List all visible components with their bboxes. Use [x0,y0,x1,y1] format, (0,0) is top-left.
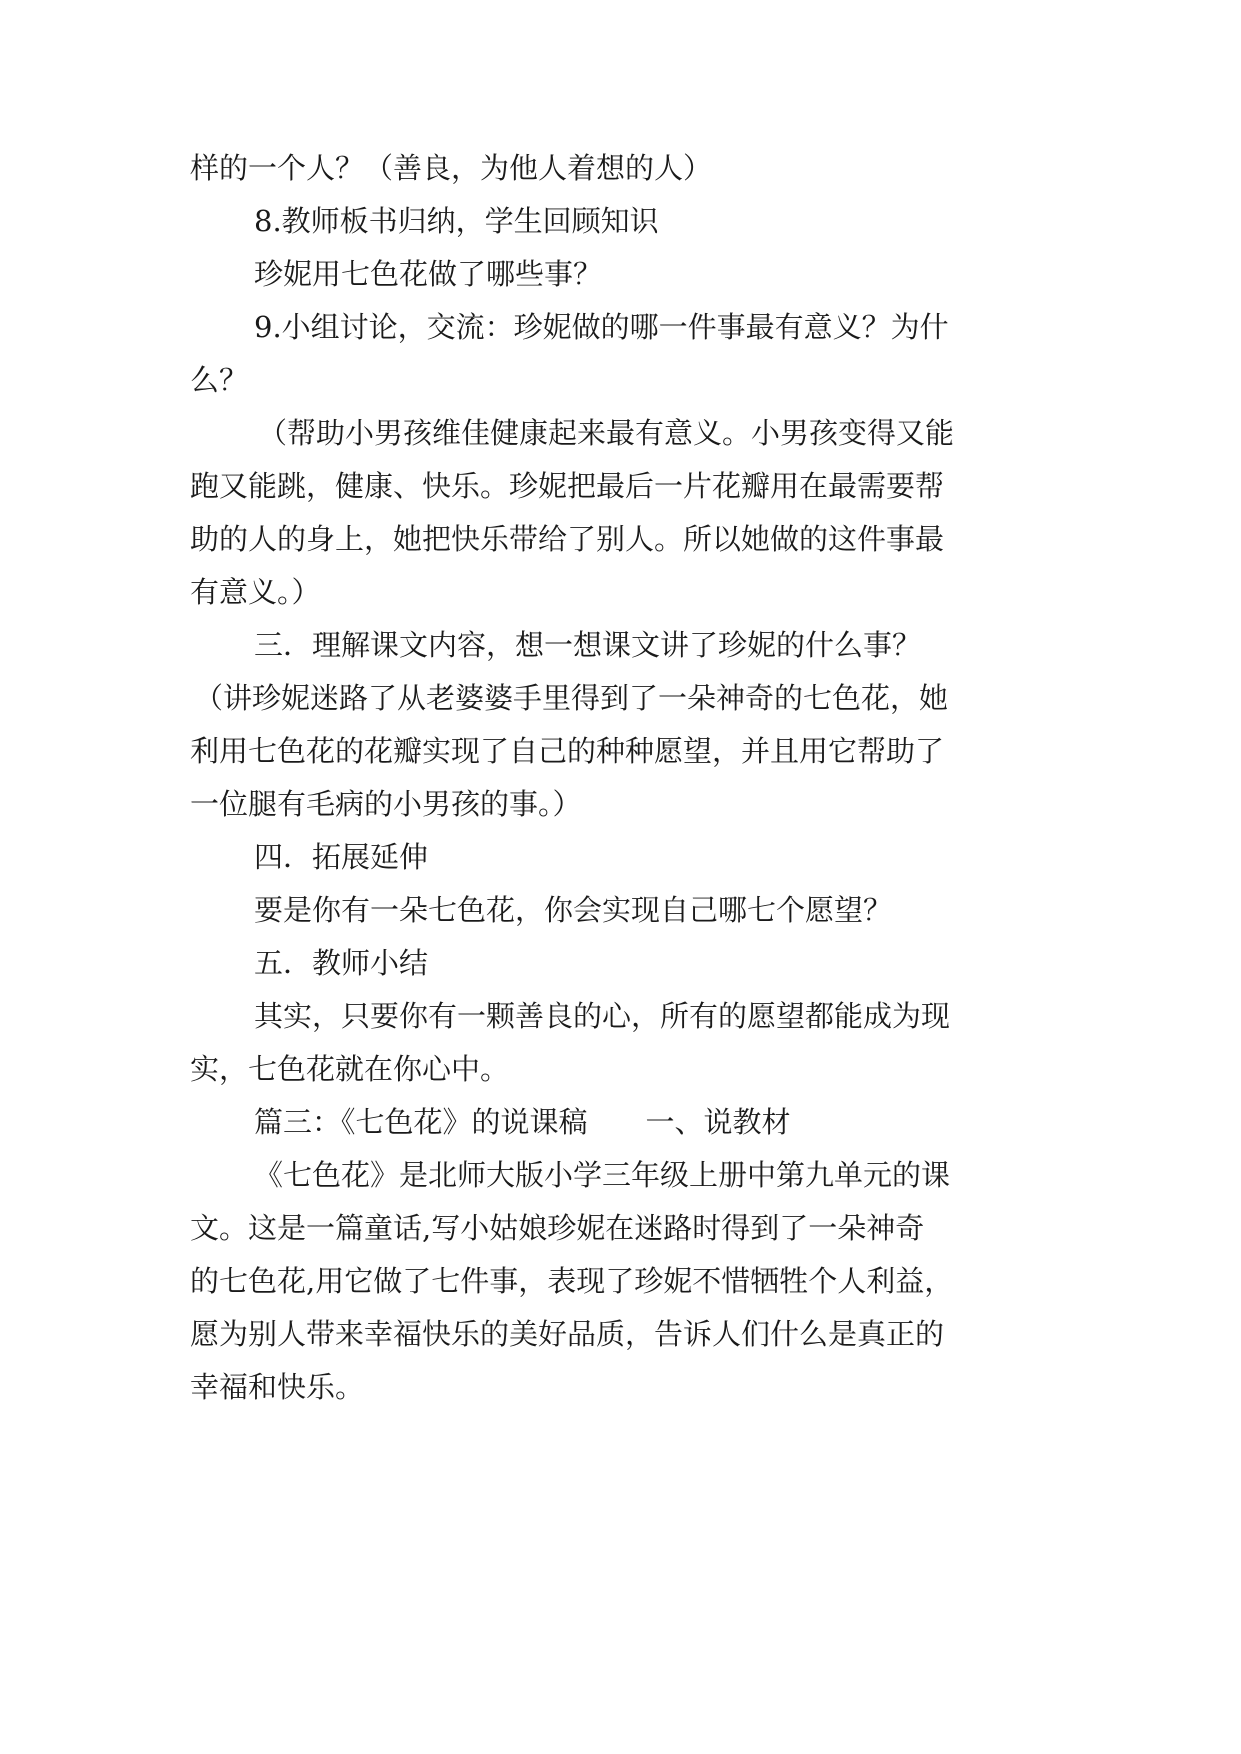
text-line: 的七色花,用它做了七件事，表现了珍妮不惜牺牲个人利益， [190,1264,954,1298]
text-line: 文。这是一篇童话,写小姑娘珍妮在迷路时得到了一朵神奇 [190,1211,925,1245]
text-line: 愿为别人带来幸福快乐的美好品质，告诉人们什么是真正的 [190,1317,945,1351]
text-line: 篇三：《七色花》的说课稿 一、说教材 [254,1105,791,1139]
text-line: 珍妮用七色花做了哪些事？ [254,257,603,291]
text-line: 《七色花》是北师大版小学三年级上册中第九单元的课 [254,1158,951,1192]
text-line: 跑又能跳，健康、快乐。珍妮把最后一片花瓣用在最需要帮 [190,469,945,503]
text-line: （讲珍妮迷路了从老婆婆手里得到了一朵神奇的七色花，她 [194,681,949,715]
text-line: 五．教师小结 [254,946,429,980]
text-line: 四．拓展延伸 [254,840,429,874]
text-line: 幸福和快乐。 [190,1370,365,1404]
text-line: 三．理解课文内容，想一想课文讲了珍妮的什么事？ [254,628,922,662]
text-line: 8.教师板书归纳，学生回顾知识 [254,204,659,238]
text-line: 助的人的身上，她把快乐带给了别人。所以她做的这件事最 [190,522,945,556]
text-line: 实，七色花就在你心中。 [190,1052,510,1086]
text-line: 其实，只要你有一颗善良的心，所有的愿望都能成为现 [254,999,951,1033]
text-line: 样的一个人？（善良，为他人着想的人） [190,151,713,185]
text-line: 利用七色花的花瓣实现了自己的种种愿望，并且用它帮助了 [190,734,945,768]
text-line: （帮助小男孩维佳健康起来最有意义。小男孩变得又能 [258,416,955,450]
text-line: 一位腿有毛病的小男孩的事。） [190,787,582,821]
text-line: 有意义。） [190,575,321,609]
text-line: 9.小组讨论，交流：珍妮做的哪一件事最有意义？为什 [254,310,949,344]
text-line: 么？ [190,363,249,397]
text-line: 要是你有一朵七色花，你会实现自己哪七个愿望？ [254,893,893,927]
